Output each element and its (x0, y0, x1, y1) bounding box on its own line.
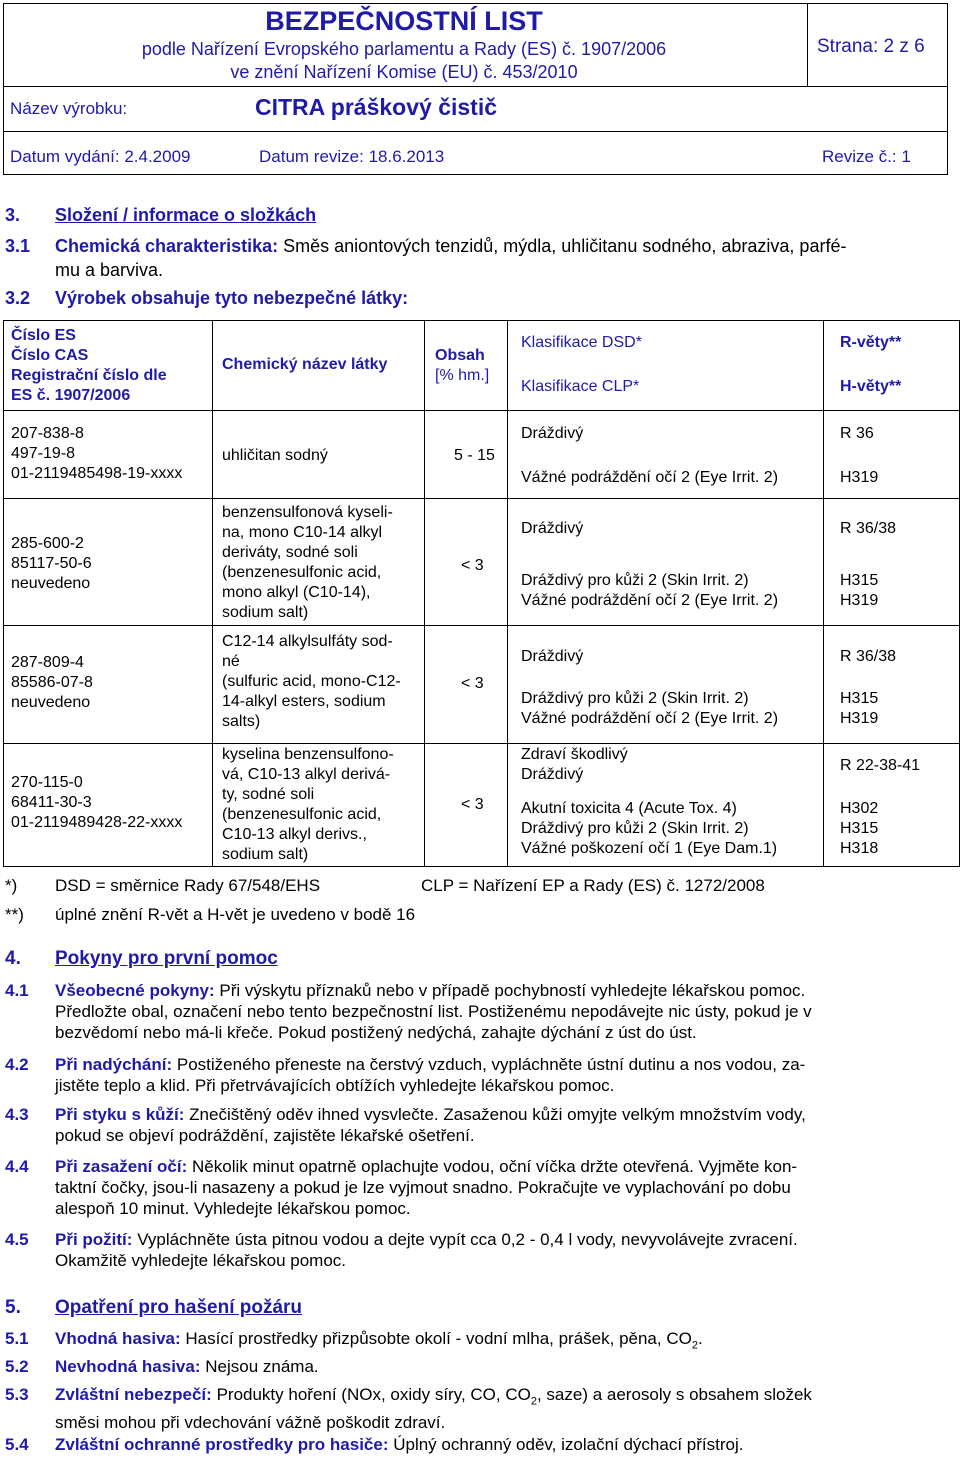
table-row-ids: 287-809-4 85586-07-8 neuvedeno (11, 654, 93, 711)
section-5-1-label: Vhodná hasiva: (55, 1329, 181, 1348)
revision-date: Datum revize: 18.6.2013 (259, 147, 445, 166)
section-5-4: 5.4 Zvláštní ochranné prostředky pro hasiče: Úplný ochranný oděv, izolační dýchací přístroj. (5, 1435, 744, 1454)
table-row-h: H315 H319 (840, 572, 879, 609)
page-number: Strana: 2 z 6 (817, 36, 925, 57)
table-row-clp: Dráždivý pro kůži 2 (Skin Irrit. 2) Vážné podráždění očí 2 (Eye Irrit. 2) (521, 572, 779, 609)
table-row-content: < 3 (461, 796, 484, 813)
hazardous-substances-table (3, 320, 960, 867)
revision-number: Revize č.: 1 (822, 147, 911, 166)
table-row-name: kyselina benzensulfono- vá, C10-13 alkyl derivá- ty, sodné soli (benzenesulfonic acid, C10-13 alkyl derivs., sodium salt) (222, 746, 394, 863)
table-row-h: H302 H315 H318 (840, 800, 879, 857)
table-row-h: H319 (840, 469, 879, 486)
section-3-1-text: Směs aniontových tenzidů, mýdla, uhličitanu sodného, abraziva, parfé- (283, 236, 847, 256)
table-row-clp: Akutní toxicita 4 (Acute Tox. 4) Dráždivý pro kůži 2 (Skin Irrit. 2) Vážné poškození očí 1 (Eye Dam.1) (521, 800, 778, 857)
table-row-r: R 36/38 (840, 648, 897, 665)
table-header-clp: Klasifikace CLP* (521, 378, 640, 395)
table-row-content: 5 - 15 (454, 447, 495, 464)
table-row-r: R 36/38 (840, 520, 897, 537)
table-header-name: Chemický název látky (222, 356, 388, 373)
section-5-2: 5.2 Nevhodná hasiva: Nejsou známa. (5, 1357, 319, 1376)
section-4-1: 4.1 Všeobecné pokyny: Při výskytu příznaků nebo v případě pochybností vyhledejte lékařskou pomoc. Předložte obal, označení nebo tento bezpečnostní list. Postiženému nepodávejte nic ústy, pokud je v bezvědomí nebo má-li křeče. Pokud postižený nedýchá, zahajte dýchání z úst do úst. (5, 981, 812, 1042)
table-rule (4, 410, 959, 411)
section-5-4-label: Zvláštní ochranné prostředky pro hasiče: (55, 1435, 389, 1454)
regulation-line-2: ve znění Nařízení Komise (EU) č. 453/2010 (230, 62, 578, 82)
section-4-4: 4.4 Při zasažení očí: Několik minut opatrně oplachujte vodou, oční víčka držte otevřená. Vyjměte kon- taktní čočky, jsou-li nasazeny a pokud je lze vyjmout snadno. Pokračujte ve vyplachování po dobu alespoň 10 minut. Vyhledejte lékařskou pomoc. (5, 1157, 798, 1218)
section-4-3: 4.3 Při styku s kůží: Znečištěný oděv ihned vysvlečte. Zasaženou kůži omyjte velkým množstvím vody, pokud se objeví podráždění, zajistěte lékařské ošetření. (5, 1105, 806, 1145)
document-header (3, 3, 948, 175)
section-4-2-label: Při nadýchání: (55, 1055, 173, 1074)
section-5-1: 5.1 Vhodná hasiva: Hasící prostředky přizpůsobte okolí - vodní mlha, prášek, pěna, $CO_2$. (5, 1329, 703, 1352)
product-label: Název výrobku: (10, 99, 128, 118)
table-row-name: uhličitan sodný (222, 447, 328, 464)
table-col-rule (424, 321, 425, 866)
table-row-content: < 3 (461, 557, 484, 574)
table-row-ids: 270-115-0 68411-30-3 01-2119489428-22-xxxx (11, 774, 183, 831)
footnote-1-dsd: DSD = směrnice Rady 67/548/EHS (55, 876, 321, 895)
section-3-2-text: Výrobek obsahuje tyto nebezpečné látky: (55, 288, 409, 308)
table-col-rule (212, 321, 213, 866)
table-row-name: benzensulfonová kyseli- na, mono C10-14 alkyl deriváty, sodné soli (benzenesulfonic acid, mono alkyl (C10-14), sodium salt) (222, 504, 393, 621)
table-row-dsd: Zdraví škodlivý Dráždivý (521, 746, 628, 783)
section-4-2: 4.2 Při nadýchání: Postiženého přeneste na čerstvý vzduch, vypláchněte ústní dutinu a nos vodou, za- jistěte teplo a klid. Při přetrvávajících obtížích vyhledejte lékařskou pomoc. (5, 1055, 806, 1095)
section-4-4-label: Při zasažení očí: (55, 1157, 188, 1176)
product-name: CITRA práškový čistič (255, 94, 498, 120)
table-col-rule (823, 321, 824, 866)
table-col-rule (507, 321, 508, 866)
issue-date: Datum vydání: 2.4.2009 (10, 147, 191, 166)
footnote-1-mark: *) (5, 876, 18, 895)
table-rule (4, 498, 959, 499)
header-rule (4, 131, 947, 132)
table-row-clp: Dráždivý pro kůži 2 (Skin Irrit. 2) Vážné podráždění očí 2 (Eye Irrit. 2) (521, 690, 779, 727)
header-divider (807, 4, 808, 86)
table-row-dsd: Dráždivý (521, 520, 584, 537)
section-4-5: 4.5 Při požití: Vypláchněte ústa pitnou vodou a dejte vypít cca 0,2 - 0,4 l vody, nevyvolávejte zvracení. Okamžitě vyhledejte lékařskou pomoc. (5, 1230, 798, 1270)
table-row-h: H315 H319 (840, 690, 879, 727)
section-5-title: Opatření pro hašení požáru (55, 1297, 303, 1318)
section-4-3-label: Při styku s kůží: (55, 1105, 185, 1124)
table-row-content: < 3 (461, 675, 484, 692)
section-5-3: 5.3 Zvláštní nebezpečí: Produkty hoření (NOx, oxidy síry, CO, $CO_2$, saze) a aerosoly s obsahem složek směsi mohou při vdechování vážně poškodit zdraví. (5, 1385, 812, 1433)
section-4-1-label: Všeobecné pokyny: (55, 981, 215, 1000)
section-3-title: Složení / informace o složkách (55, 205, 317, 225)
header-rule (4, 86, 947, 87)
table-rule (4, 743, 959, 744)
table-row-name: C12-14 alkylsulfáty sod- né (sulfuric acid, mono-C12- 14-alkyl esters, sodium salts) (222, 633, 401, 730)
footnote-2-mark: **) (5, 905, 24, 924)
table-header-h: H-věty** (840, 378, 902, 395)
table-row-r: R 22-38-41 (840, 757, 921, 774)
section-5-2-label: Nevhodná hasiva: (55, 1357, 201, 1376)
table-row-clp: Vážné podráždění očí 2 (Eye Irrit. 2) (521, 469, 779, 486)
regulation-line-1: podle Nařízení Evropského parlamentu a Rady (ES) č. 1907/2006 (141, 39, 667, 59)
table-row-ids: 207-838-8 497-19-8 01-2119485498-19-xxxx (11, 425, 183, 482)
table-row-ids: 285-600-2 85117-50-6 neuvedeno (11, 535, 92, 592)
section-3-1-text-cont: mu a barviva. (55, 260, 164, 280)
section-4-5-label: Při požití: (55, 1230, 133, 1249)
table-header-ids: Číslo ES Číslo CAS Registrační číslo dle ES č. 1907/2006 (11, 327, 167, 404)
footnote-2-text: úplné znění R-vět a H-vět je uvedeno v bodě 16 (55, 905, 416, 924)
table-row-r: R 36 (840, 425, 874, 442)
table-header-r: R-věty** (840, 334, 902, 351)
section-3-1-label: Chemická charakteristika: (55, 236, 279, 256)
section-4-title: Pokyny pro první pomoc (55, 948, 278, 969)
section-5-3-label: Zvláštní nebezpečí: (55, 1385, 212, 1404)
document-title: BEZPEČNOSTNÍ LIST (265, 6, 543, 36)
table-header-dsd: Klasifikace DSD* (521, 334, 642, 351)
table-row-dsd: Dráždivý (521, 425, 584, 442)
table-row-dsd: Dráždivý (521, 648, 584, 665)
table-header-content: Obsah [% hm.] (435, 347, 490, 384)
footnote-1-clp: CLP = Nařízení EP a Rady (ES) č. 1272/2008 (421, 876, 765, 895)
table-rule (4, 625, 959, 626)
